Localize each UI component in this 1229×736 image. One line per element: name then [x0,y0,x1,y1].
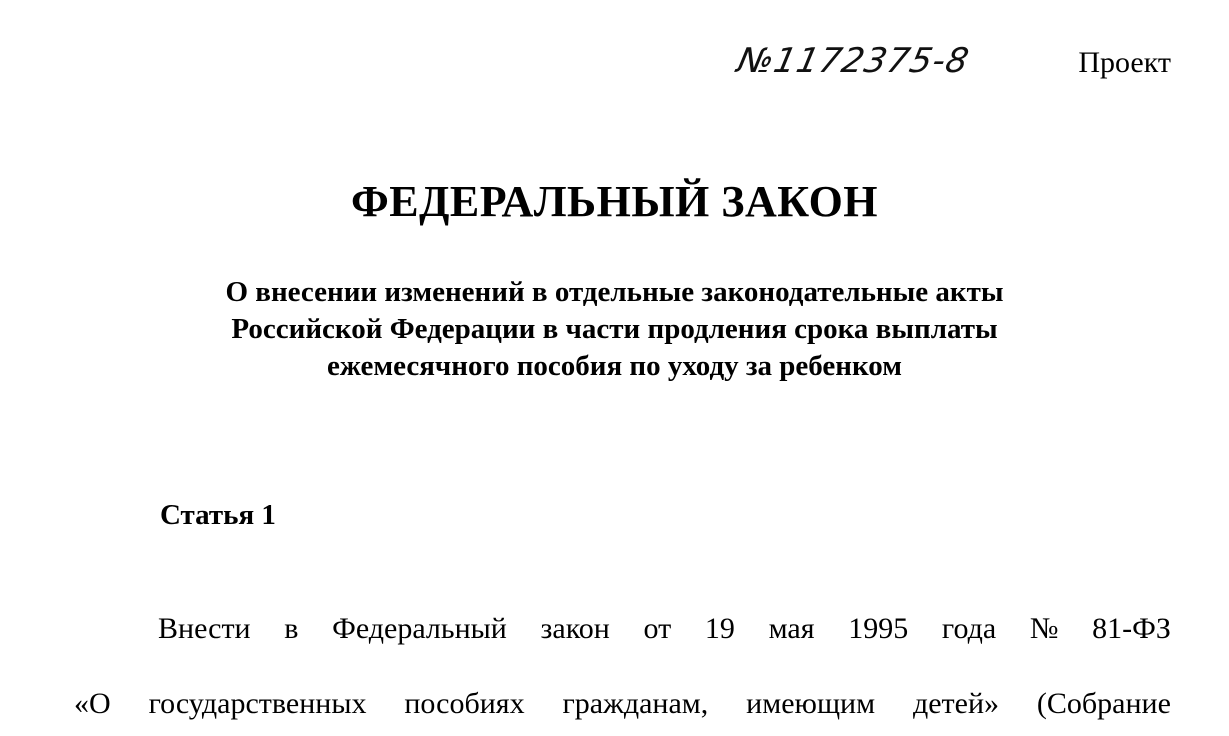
subtitle-line-3: ежемесячного пособия по уходу за ребенком [327,350,902,382]
article-word: Федеральный [332,612,507,645]
article-text-line-2 [74,689,1171,719]
document-subtitle [0,274,1229,385]
article-word: в [284,612,299,645]
article-word: (Собрание [1036,687,1171,720]
article-word: 1995 [848,612,909,645]
document-title: ФЕДЕРАЛЬНЫЙ ЗАКОН [350,177,879,226]
article-heading: Статья 1 [160,499,276,531]
draft-label: Проект [1078,46,1171,79]
article-word: от [643,612,672,645]
article-text-line-1 [158,614,1171,644]
article-word: пособиях [404,687,525,720]
article-word: закон [540,612,610,645]
article-word: детей» [912,687,1000,720]
article-word: Внести [158,612,251,645]
subtitle-line-2: Российской Федерации в части продления срока выплаты [231,313,998,345]
article-word: «О [74,687,111,720]
article-word: государственных [148,687,367,720]
article-word: года [941,612,997,645]
handwritten-registration-number: №1172375-8 [733,41,973,81]
article-word: имеющим [746,687,876,720]
article-word: 19 [704,612,735,645]
article-word: мая [768,612,815,645]
article-word: 81-ФЗ [1092,612,1171,645]
subtitle-line-1: О внесении изменений в отдельные законодательные акты [225,276,1004,308]
article-word: гражданам, [562,687,709,720]
article-word: № [1029,612,1059,645]
